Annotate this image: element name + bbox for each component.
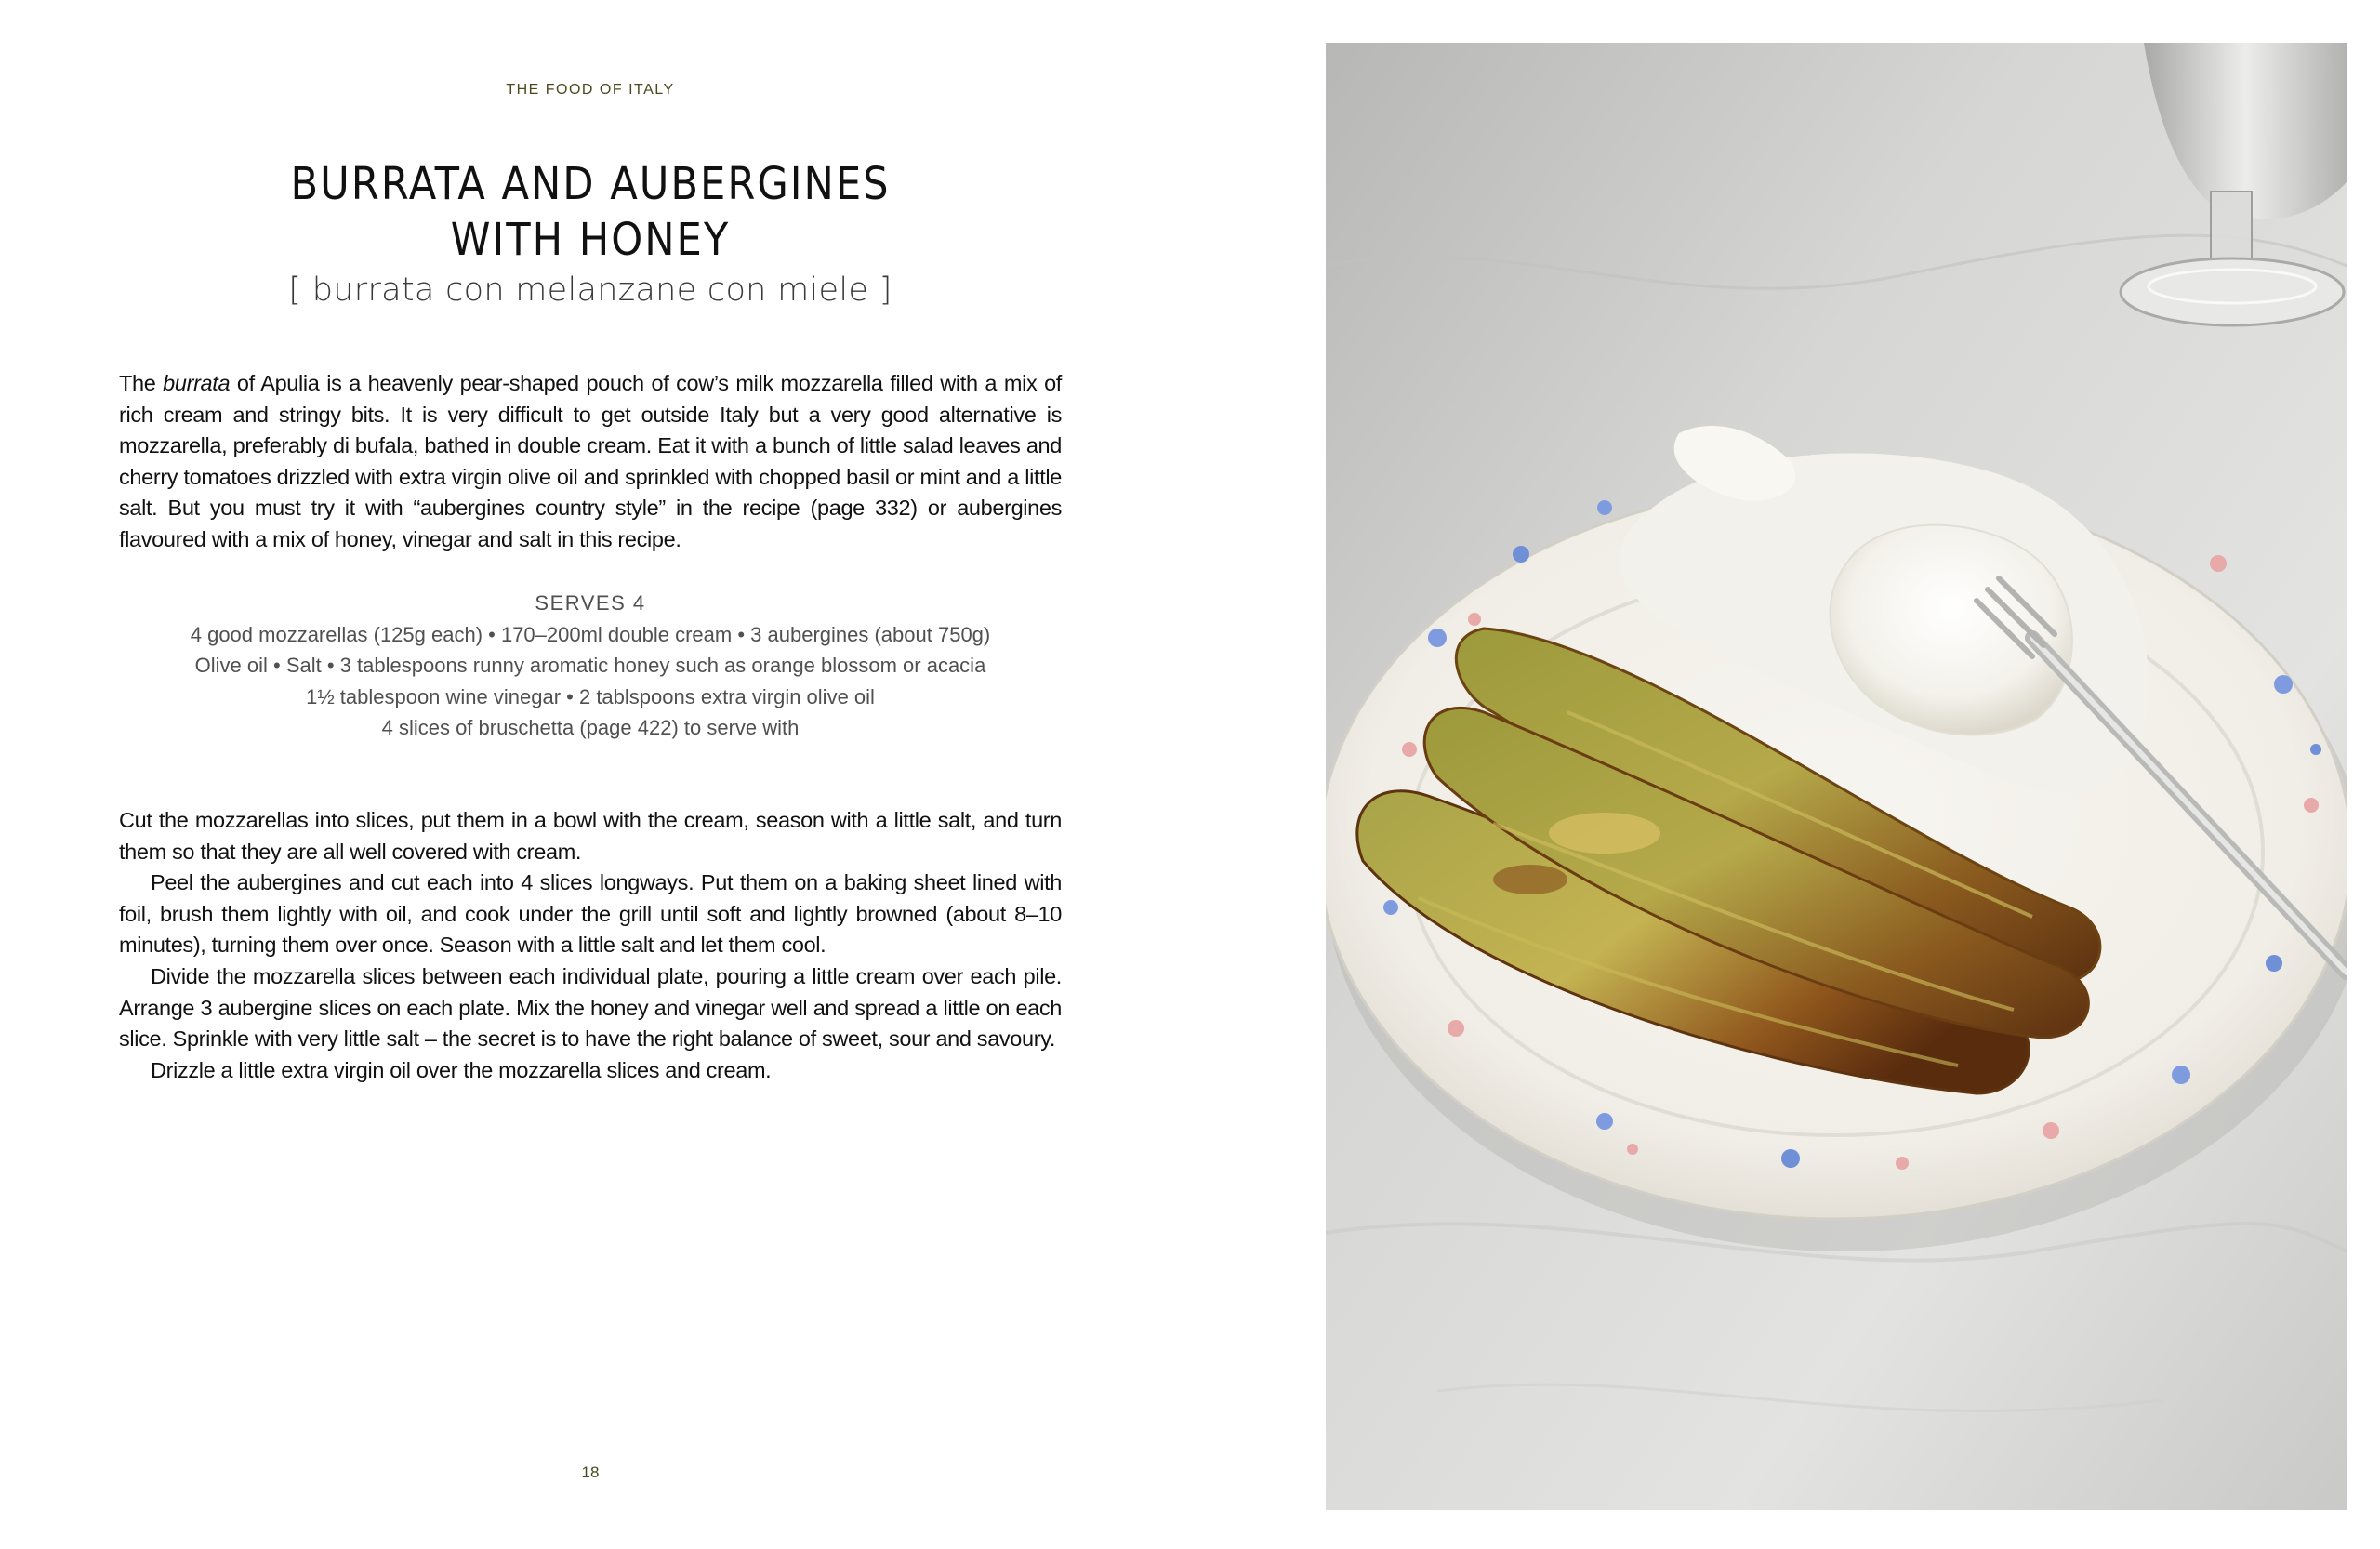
recipe-title-line-2: WITH HONEY [450,214,731,266]
serves-heading: SERVES 4 [535,591,646,615]
recipe-italian-title: [ burrata con melanzane con miele ] [288,271,892,309]
food-photo [1326,43,2347,1510]
ingredient-line: Olive oil • Salt • 3 tablespoons runny aromatic honey such as orange blossom or acacia [194,654,986,678]
method-step: Cut the mozzarellas into slices, put them in a bowl with the cream, season with a little salt, and turn them so that they are all well covered with cream. [119,808,1062,864]
page-number: 18 [581,1463,600,1481]
method-text [119,805,1062,1086]
ingredients-block [119,588,1062,744]
method-step: Drizzle a little extra virgin oil over the mozzarella slices and cream. [151,1057,772,1082]
method-step: Peel the aubergines and cut each into 4 slices longways. Put them on a baking sheet lined with foil, brush them lightly with oil, and cook under the grill until soft and lightly browned (about 8–10 minutes), turning them over once. Season with a little salt and let them cool. [119,870,1062,958]
intro-italic-word: burrata [163,371,231,395]
left-page [0,0,1181,1549]
food-photo-illustration [1326,43,2347,1510]
intro-text-start: The [119,371,164,395]
recipe-title-line-1: BURRATA AND AUBERGINES [290,158,891,210]
ingredient-line: 4 slices of bruschetta (page 422) to serve with [381,716,800,740]
method-step: Divide the mozzarella slices between each individual plate, pouring a little cream over each pile. Arrange 3 aubergine slices on each plate. Mix the honey and vinegar well and spread a little on each slice. Sprinkle with very little salt – the secret is to have the right balance of sweet, sour and savoury. [119,963,1062,1052]
intro-text-rest: of Apulia is a heavenly pear-shaped pouch of cow’s milk mozzarella filled with a mix of rich cream and stringy bits. It is very difficult to get outside Italy but a very good alternative is mozzarella, preferably di bufala, bathed in double cream. Eat it with a bunch of little salad leaves and cherry tomatoes drizzled with extra virgin olive oil and sprinkled with chopped basil or mint and a little salt. But you must try it with “aubergines country style” in the recipe (page 332) or aubergines flavoured with a mix of honey, vinegar and salt in this recipe. [119,371,1062,551]
running-head: THE FOOD OF ITALY [506,82,675,98]
intro-paragraph [119,368,1062,556]
ingredient-line: 1½ tablespoon wine vinegar • 2 tablspoons extra virgin olive oil [306,684,875,708]
ingredient-line: 4 good mozzarellas (125g each) • 170–200ml double cream • 3 aubergines (about 750g) [190,622,991,646]
recipe-title-block [0,156,1181,309]
